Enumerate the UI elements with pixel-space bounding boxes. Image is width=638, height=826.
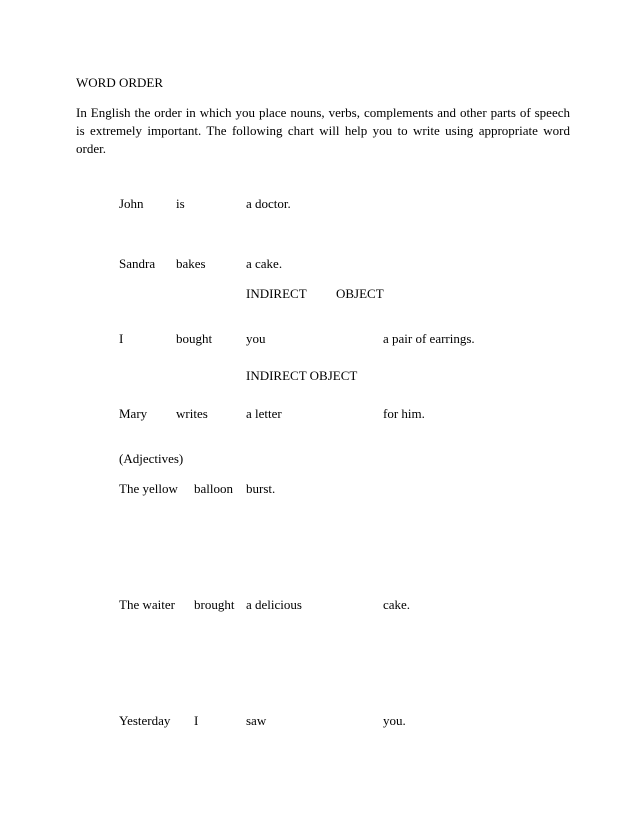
s3-object: a pair of earrings.	[383, 331, 475, 346]
s7-time: Yesterday	[119, 713, 171, 728]
s1-verb: is	[176, 196, 185, 211]
intro-paragraph: In English the order in which you place nouns, verbs, complements and other parts of speech is extremely important. The following chart will help you to write using appropriate word order.	[76, 105, 570, 156]
s6-object: cake.	[383, 597, 411, 612]
s5-noun: balloon	[194, 481, 233, 496]
s1-complement: a doctor.	[246, 196, 291, 211]
page-title: WORD ORDER	[76, 75, 164, 90]
s4-verb: writes	[176, 406, 208, 421]
s7-subject: I	[194, 713, 199, 728]
s2-object: a cake.	[246, 256, 283, 271]
s4-subject: Mary	[119, 406, 148, 421]
s5-subject: The yellow	[119, 481, 178, 496]
label-indirect-object: INDIRECT OBJECT	[246, 368, 358, 383]
s6-adjective: a delicious	[246, 597, 302, 612]
s7-verb: saw	[246, 713, 267, 728]
s2-verb: bakes	[176, 256, 206, 271]
s6-verb: brought	[194, 597, 235, 612]
s7-object: you.	[383, 713, 406, 728]
s4-indirect-object: for him.	[383, 406, 425, 421]
s4-object: a letter	[246, 406, 282, 421]
s3-verb: bought	[176, 331, 213, 346]
adjectives-label: (Adjectives)	[119, 451, 184, 466]
label-indirect: INDIRECT	[246, 286, 307, 301]
s1-subject: John	[119, 196, 144, 211]
s5-verb: burst.	[246, 481, 276, 496]
s3-indirect-object: you	[246, 331, 266, 346]
s2-subject: Sandra	[119, 256, 156, 271]
s6-subject: The waiter	[119, 597, 175, 612]
s3-subject: I	[119, 331, 124, 346]
label-object: OBJECT	[336, 286, 384, 301]
